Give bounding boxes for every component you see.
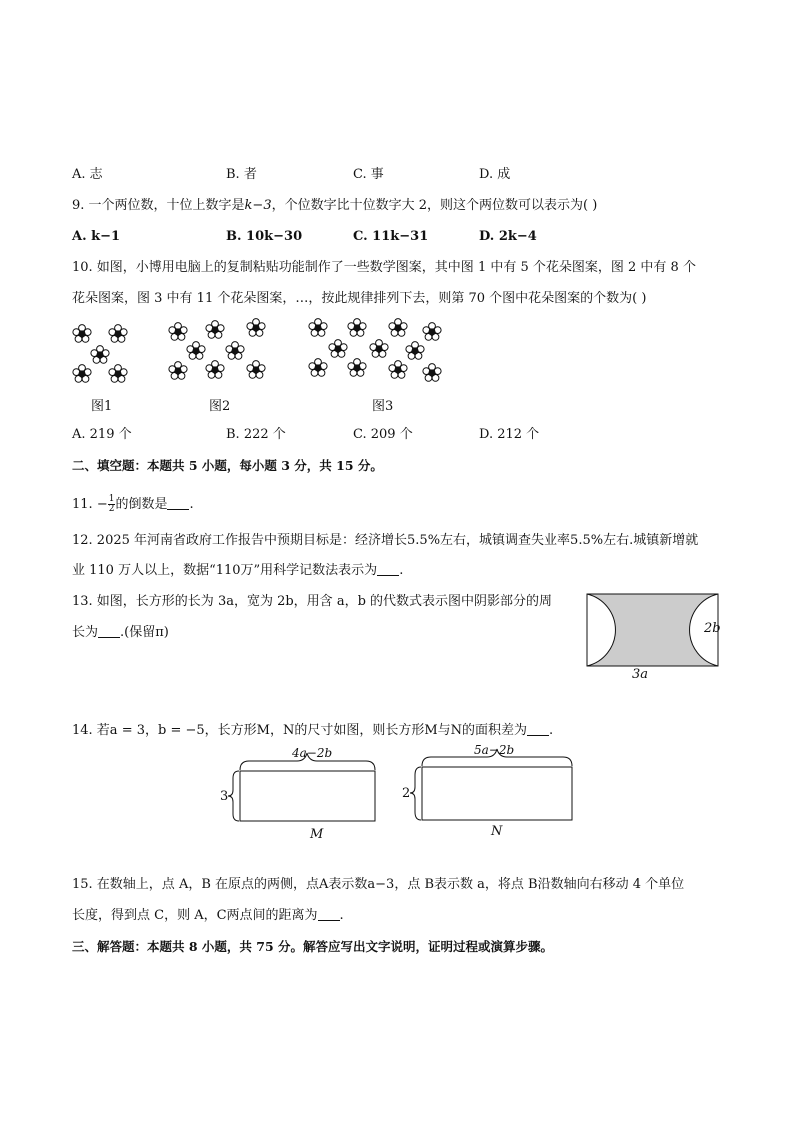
q14-m-side-label: 3 [220, 789, 229, 804]
q10-option-b: B. 222 个 [226, 427, 286, 442]
q14-n-name: N [491, 824, 503, 839]
q13-stem-line1: 13. 如图，长方形的长为 3a，宽为 2b，用含 a，b 的代数式表示图中阴影部分的周 [72, 594, 553, 609]
flower-icon [329, 340, 347, 358]
q11-frac-num: 1 [108, 494, 115, 504]
q10-fig3-label: 图3 [372, 399, 394, 414]
q13-width-label: 3a [632, 667, 649, 682]
q9-stem-post: ，个位数字比十位数字大 2，则这个两位数可以表示为( ) [271, 198, 598, 213]
rectangle-n [422, 767, 572, 820]
flower-icon [109, 365, 127, 383]
flower-icon [370, 340, 388, 358]
section-3-heading: 三、解答题：本题共 8 小题，共 75 分。解答应写出文字说明，证明过程或演算步骤。 [72, 939, 554, 954]
flower-icon [348, 359, 366, 377]
q14-m-name: M [310, 827, 324, 842]
flower-icon [73, 325, 91, 343]
flower-icon [423, 323, 441, 341]
flower-icon [423, 364, 441, 382]
flower-icon [389, 319, 407, 337]
flower-icon [109, 325, 127, 343]
q15-stem-line2 [72, 907, 344, 925]
flower-icon [247, 319, 265, 337]
q14-m-top-label: 4a−2b [292, 746, 333, 760]
q12-end: . [399, 563, 404, 578]
flower-icon [389, 361, 407, 379]
flower-icon [247, 361, 265, 379]
q13-rectangle-figure [580, 588, 730, 688]
q12-stem-line2-text: 业 110 万人以上，数据“110万”用科学记数法表示为 [72, 563, 378, 578]
q9-stem-math: k−3 [244, 198, 272, 213]
flower-icon [73, 365, 91, 383]
q9-option-a: A. k−1 [72, 229, 121, 244]
q9-option-d: D. 2k−4 [479, 229, 537, 244]
q15-end: . [339, 908, 344, 923]
q11-stem [72, 495, 194, 514]
q13-answer-blank[interactable] [98, 625, 120, 638]
q12-answer-blank[interactable] [377, 563, 399, 576]
flower-icon [406, 342, 424, 360]
q10-fig2-label: 图2 [209, 399, 231, 414]
q13-stem-line2 [72, 624, 169, 642]
q15-stem-line1: 15. 在数轴上，点 A，B 在原点的两侧，点A表示数a−3，点 B表示数 a，将点 B沿数轴向右移动 4 个单位 [72, 877, 685, 892]
flower-icon [91, 346, 109, 364]
q8-option-b: B. 者 [226, 167, 257, 182]
q9-option-c: C. 11k−31 [353, 229, 429, 244]
flower-icon [309, 319, 327, 337]
q14-stem [72, 722, 553, 740]
q10-stem-line1: 10. 如图，小博用电脑上的复制粘贴功能制作了一些数学图案，其中图 1 中有 5 个花朵图案，图 2 中有 8 个 [72, 260, 696, 275]
q13-stem-line2-text: 长为 [72, 625, 99, 640]
flower-icon [187, 342, 205, 360]
q11-text: 的倒数是 [115, 497, 168, 512]
q11-number: 11. [72, 497, 93, 512]
q12-stem-line1: 12. 2025 年河南省政府工作报告中预期目标是：经济增长5.5%左右，城镇调查失业率5.5%左右.城镇新增就 [72, 533, 699, 548]
q13-height-label: 2b [704, 621, 721, 636]
q15-answer-blank[interactable] [318, 908, 340, 921]
section-2-heading: 二、填空题：本题共 5 小题，每小题 3 分，共 15 分。 [72, 458, 383, 473]
q14-end: . [549, 723, 554, 738]
q14-answer-blank[interactable] [527, 723, 549, 736]
q9-option-b: B. 10k−30 [226, 229, 303, 244]
flower-icon [169, 323, 187, 341]
q11-end: . [189, 497, 194, 512]
flower-icon [348, 319, 366, 337]
q14-stem-text: 14. 若a = 3，b = −5，长方形M，N的尺寸如图，则长方形M与N的面积差为 [72, 723, 528, 738]
flower-icon [206, 361, 224, 379]
flower-icon [226, 342, 244, 360]
q14-n-side-label: 2 [402, 786, 411, 801]
q12-stem-line2 [72, 562, 403, 580]
flower-pattern-figure [60, 315, 460, 395]
q11-answer-blank[interactable] [167, 497, 189, 510]
q13-end: .(保留π) [120, 625, 169, 640]
flower-icon [206, 321, 224, 339]
q10-option-c: C. 209 个 [353, 427, 413, 442]
q11-minus: − [96, 497, 108, 512]
rectangle-m [240, 771, 375, 821]
q10-option-d: D. 212 个 [479, 427, 540, 442]
flower-icon [169, 362, 187, 380]
q10-option-a: A. 219 个 [72, 427, 132, 442]
brace-side-n [410, 767, 421, 820]
q10-stem-line2: 花朵图案，图 3 中有 11 个花朵图案，…，按此规律排列下去，则第 70 个图中花朵图案的个数为( ) [72, 291, 647, 306]
q15-stem-line2-text: 长度，得到点 C，则 A，C两点间的距离为 [72, 908, 318, 923]
q11-frac-den: 2 [108, 504, 115, 514]
q14-n-top-label: 5a−2b [474, 743, 515, 757]
q8-option-c: C. 事 [353, 167, 384, 182]
q10-fig1-label: 图1 [91, 399, 113, 414]
q9-stem-pre: 9. 一个两位数，十位上数字是 [72, 198, 245, 213]
brace-side-m [228, 771, 239, 821]
flower-icon [309, 359, 327, 377]
q9-stem [72, 197, 597, 215]
q8-option-d: D. 成 [479, 167, 511, 182]
q8-option-a: A. 志 [72, 167, 103, 182]
